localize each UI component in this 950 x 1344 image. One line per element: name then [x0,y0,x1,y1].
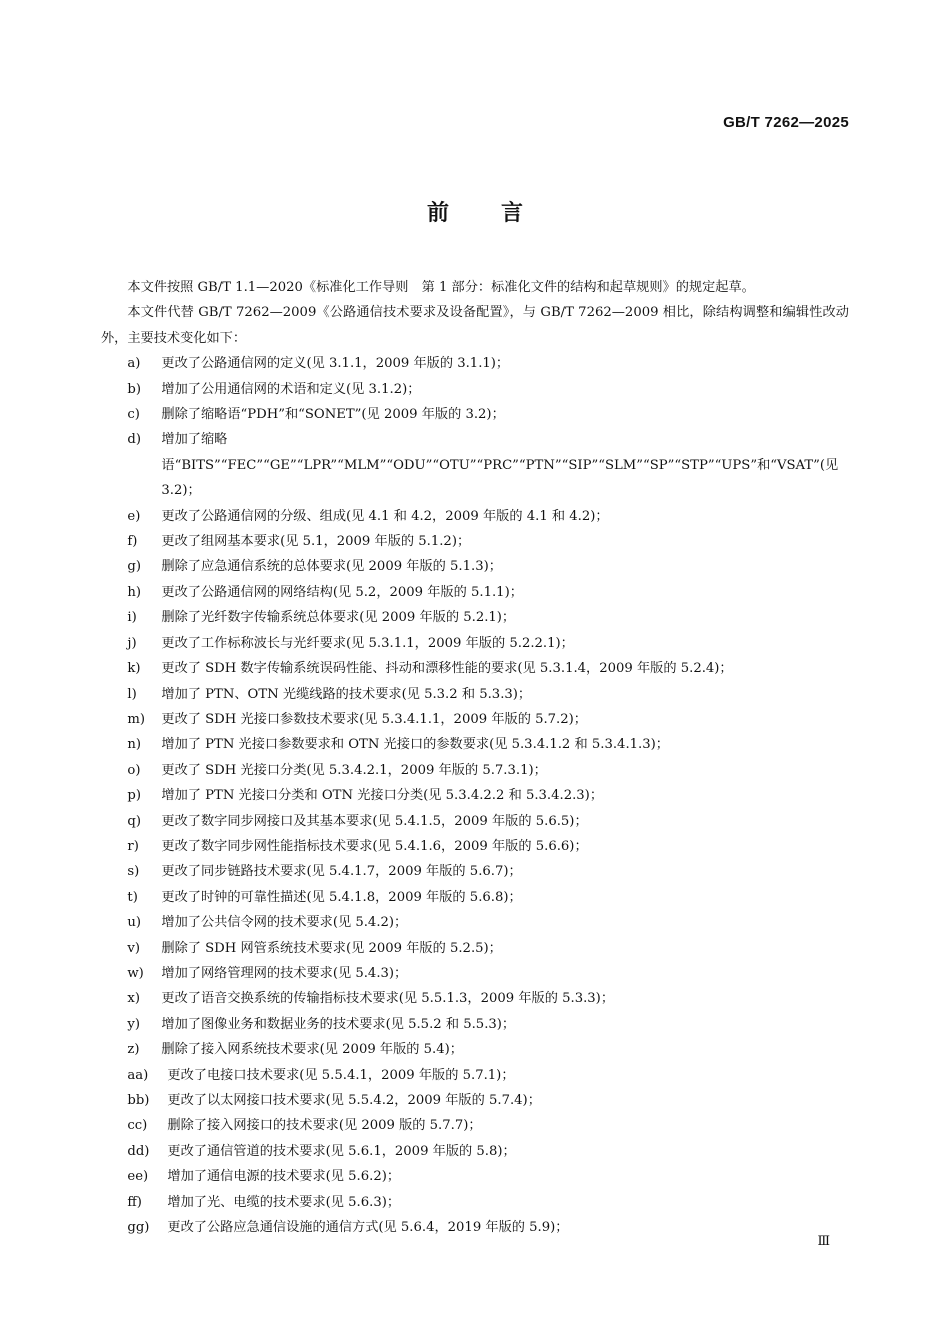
list-item-label: v) [127,940,140,956]
page-number: Ⅲ [817,1234,830,1249]
list-item-text: 更改了公路通信网的网络结构(见 5.2，2009 年版的 5.1.1)； [161,584,523,600]
list-item-label: aa) [127,1067,149,1083]
list-item [101,783,849,808]
list-item-text: 删除了 SDH 网管系统技术要求(见 2009 年版的 5.2.5)； [161,940,502,956]
list-item-label: n) [127,737,142,753]
list-item [101,427,849,503]
list-item-text: 增加了 PTN、OTN 光缆线路的技术要求(见 5.3.2 和 5.3.3)； [161,686,532,702]
list-item [101,1037,849,1062]
list-item [101,1215,849,1240]
list-item-text: 更改了语音交换系统的传输指标技术要求(见 5.5.1.3，2009 年版的 5.3.3)； [161,991,615,1007]
list-item-label: s) [127,864,140,880]
list-item-label: u) [127,915,142,931]
list-item-text: 更改了公路应急通信设施的通信方式(见 5.6.4，2019 年版的 5.9)； [167,1220,569,1236]
list-item-text: 删除了应急通信系统的总体要求(见 2009 年版的 5.1.3)； [161,559,502,575]
list-item-text: 增加了公共信令网的技术要求(见 5.4.2)； [161,915,408,931]
list-item-text: 增加了公用通信网的术语和定义(见 3.1.2)； [161,381,421,397]
changes-list [101,351,849,1240]
list-item-label: i) [127,610,137,626]
list-item-text: 更改了 SDH 光接口参数技术要求(见 5.3.4.1.1，2009 年版的 5.7.2)； [161,711,587,727]
list-item [101,1139,849,1164]
list-item-label: d) [127,432,141,448]
list-item-label: x) [127,991,140,1007]
list-item-text: 增加了光、电缆的技术要求(见 5.6.3)； [167,1194,401,1210]
list-item [101,504,849,529]
list-item-text: 删除了接入网系统技术要求(见 2009 年版的 5.4)； [161,1042,463,1058]
foreword-body [101,275,849,1240]
list-item [101,351,849,376]
list-item-label: j) [127,635,137,651]
list-item [101,986,849,1011]
list-item [101,809,849,834]
list-item-label: m) [127,711,146,727]
list-item-label: y) [127,1016,140,1032]
list-item-label: g) [127,559,141,575]
list-item-label: ff) [127,1194,142,1210]
list-item-label: z) [127,1042,140,1058]
list-item [101,885,849,910]
standard-number: GB/T 7262—2025 [723,114,849,131]
list-item-label: t) [127,889,138,905]
list-item-text: 增加了 PTN 光接口分类和 OTN 光接口分类(见 5.3.4.2.2 和 5.3.4.2.3)； [161,788,604,804]
list-item [101,1164,849,1189]
list-item [101,834,849,859]
list-item [101,1113,849,1138]
list-item-text: 更改了组网基本要求(见 5.1，2009 年版的 5.1.2)； [161,534,471,550]
list-item [101,682,849,707]
list-item [101,402,849,427]
list-item [101,1190,849,1215]
list-item [101,707,849,732]
list-item [101,859,849,884]
list-item-label: gg) [127,1220,150,1236]
list-item-text: 更改了同步链路技术要求(见 5.4.1.7，2009 年版的 5.6.7)； [161,864,522,880]
list-item-label: w) [127,965,144,981]
list-item-text: 删除了光纤数字传输系统总体要求(见 2009 年版的 5.2.1)； [161,610,516,626]
list-item-label: bb) [127,1093,150,1108]
list-item-text: 更改了数字同步网接口及其基本要求(见 5.4.1.5，2009 年版的 5.6.5)； [161,813,588,829]
list-item-text: 更改了 SDH 光接口分类(见 5.3.4.2.1，2009 年版的 5.7.3.1)； [161,762,547,778]
list-item [101,656,849,681]
intro-paragraph: 本文件按照 GB/T 1.1—2020《标准化工作导则 第 1 部分：标准化文件的结构和起草规则》的规定起草。 [127,280,755,295]
list-item-label: o) [127,762,141,778]
list-item-label: c) [127,407,140,423]
list-item [101,910,849,935]
list-item-text: 更改了公路通信网的定义(见 3.1.1，2009 年版的 3.1.1)； [161,356,510,372]
list-item [101,377,849,402]
list-item-label: f) [127,534,138,550]
list-item-text: 增加了图像业务和数据业务的技术要求(见 5.5.2 和 5.5.3)； [161,1016,516,1032]
list-item-text: 增加了通信电源的技术要求(见 5.6.2)； [167,1169,401,1185]
list-item-label: cc) [127,1118,148,1134]
list-item [101,554,849,579]
list-item [101,758,849,783]
list-item-text: 增加了缩略语“BITS”“FEC”“GE”“LPR”“MLM”“ODU”“OTU”“PRC”“PTN”“SIP”“SLM”“SP”“STP”“UPS”和“VSAT”(见 3.2)； [161,432,839,499]
list-item-label: k) [127,661,141,677]
list-item-label: ee) [127,1169,149,1185]
list-item [101,631,849,656]
list-item [101,936,849,961]
list-item-label: l) [127,686,137,702]
list-item-label: b) [127,381,141,397]
list-item-text: 更改了公路通信网的分级、组成(见 4.1 和 4.2，2009 年版的 4.1 和 4.2)； [161,508,609,524]
list-item [101,732,849,757]
list-item-label: a) [127,356,141,372]
list-item-text: 增加了网络管理网的技术要求(见 5.4.3)； [161,965,408,981]
list-item-text: 更改了时钟的可靠性描述(见 5.4.1.8，2009 年版的 5.6.8)； [161,889,522,905]
list-item-label: dd) [127,1143,150,1159]
list-item-label: p) [127,788,141,804]
list-item [101,529,849,554]
replacement-paragraph: 本文件代替 GB/T 7262—2009《公路通信技术要求及设备配置》，与 GB/T 7262—2009 相比，除结构调整和编辑性改动外，主要技术变化如下： [101,305,849,346]
list-item [101,1088,849,1113]
list-item-text: 更改了工作标称波长与光纤要求(见 5.3.1.1，2009 年版的 5.2.2.1)； [161,635,574,651]
list-item [101,1063,849,1088]
list-item-text: 更改了以太网接口技术要求(见 5.5.4.2，2009 年版的 5.7.4)； [167,1093,541,1108]
list-item-text: 删除了接入网接口的技术要求(见 2009 版的 5.7.7)； [167,1118,482,1134]
list-item-text: 更改了通信管道的技术要求(见 5.6.1，2009 年版的 5.8)； [167,1143,516,1159]
list-item [101,1012,849,1037]
list-item-label: r) [127,838,139,854]
list-item-text: 更改了电接口技术要求(见 5.5.4.1，2009 年版的 5.7.1)； [167,1067,515,1083]
list-item-text: 更改了数字同步网性能指标技术要求(见 5.4.1.6，2009 年版的 5.6.6)； [161,838,588,854]
list-item-label: q) [127,813,141,829]
list-item [101,961,849,986]
list-item [101,605,849,630]
list-item-text: 增加了 PTN 光接口参数要求和 OTN 光接口的参数要求(见 5.3.4.1.2 和 5.3.4.1.3)； [161,737,669,753]
page-title: 前言 [426,201,575,226]
list-item-label: h) [127,584,142,600]
list-item-label: e) [127,508,141,524]
list-item [101,580,849,605]
list-item-text: 更改了 SDH 数字传输系统误码性能、抖动和漂移性能的要求(见 5.3.1.4，2009 年版的 5.2.4)； [161,661,733,677]
list-item-text: 删除了缩略语“PDH”和“SONET”(见 2009 年版的 3.2)； [161,407,505,423]
